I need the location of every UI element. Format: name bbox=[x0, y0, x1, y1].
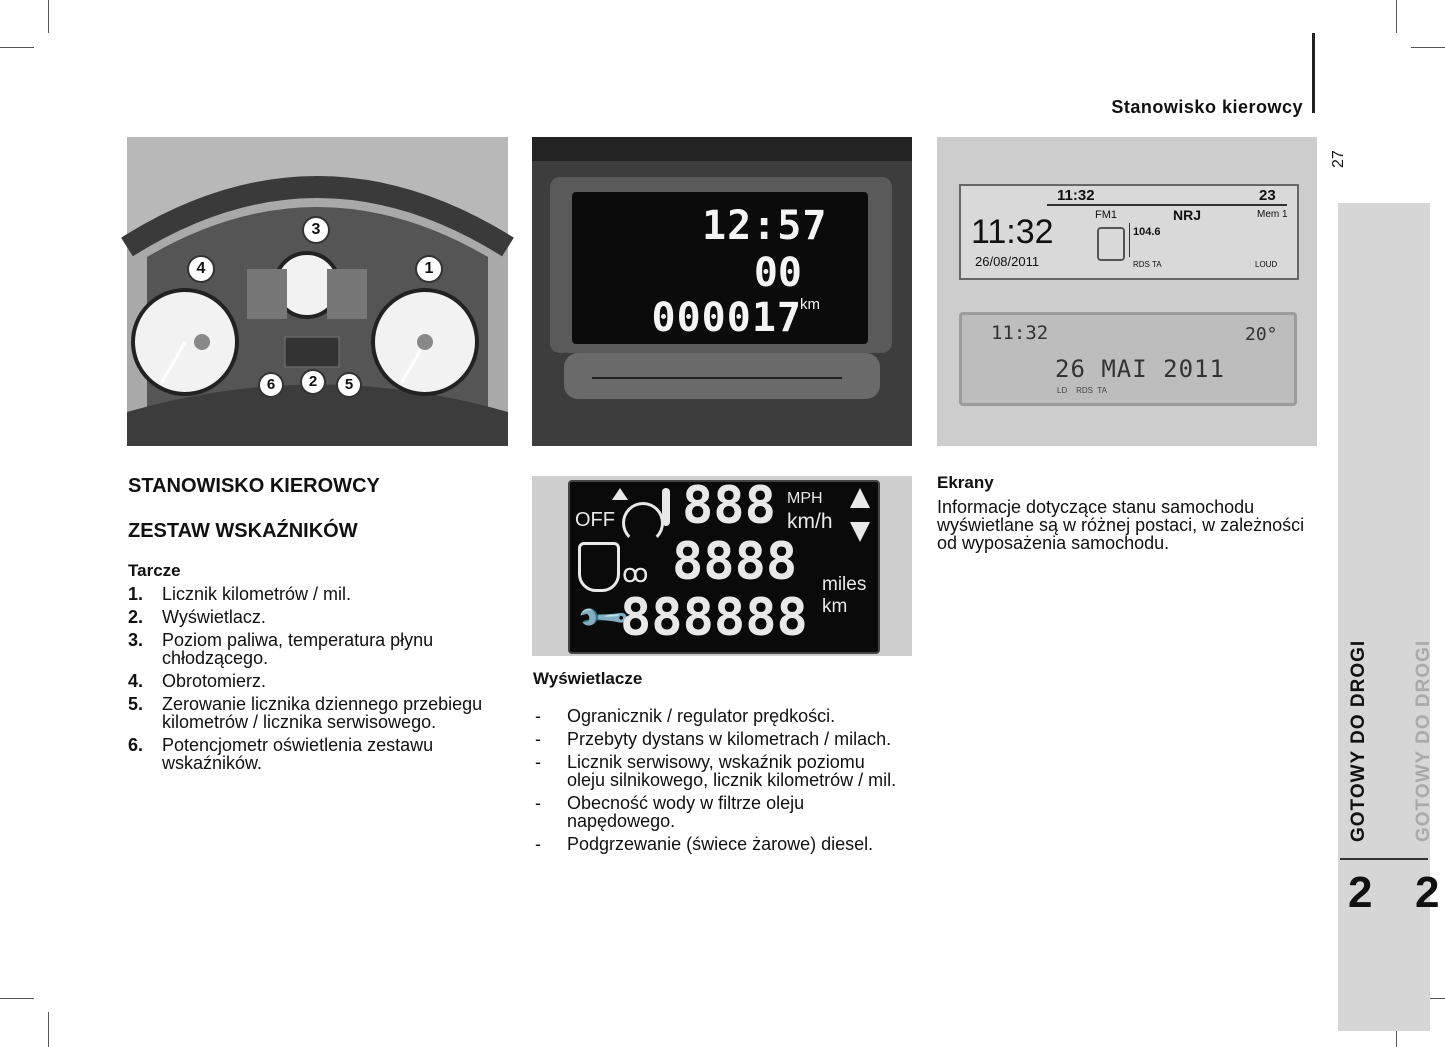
list-item: 6. Potencjometr oświetlenia zestawu wskaźników. bbox=[128, 735, 434, 773]
glow-plug-icon: ꝏ bbox=[622, 558, 649, 588]
lcd-mph: MPH bbox=[787, 490, 823, 507]
screen-top-clock-big: 11:32 bbox=[971, 213, 1054, 251]
list-item: 2. Wyświetlacz. bbox=[128, 607, 266, 627]
screen-top-date: 26/08/2011 bbox=[975, 254, 1040, 269]
central-display-image bbox=[532, 137, 912, 446]
chapter-title: GOTOWY DO DROGI bbox=[1348, 639, 1369, 842]
dials-list bbox=[128, 585, 498, 777]
lcd-off: OFF bbox=[575, 509, 615, 531]
list-item: - Ogranicznik / regulator prędkości. bbox=[535, 706, 836, 726]
displays-heading: Wyświetlacze bbox=[533, 669, 643, 688]
screen-top-clock-small: 11:32 bbox=[1057, 187, 1095, 204]
lcd-km: km bbox=[822, 596, 848, 617]
crop-mark bbox=[0, 998, 34, 999]
chapter-rule bbox=[1340, 858, 1428, 860]
limiter-icon bbox=[662, 488, 670, 526]
screen-bottom-date: 26 MAI 2011 bbox=[1055, 355, 1225, 383]
screens-paragraph: Informacje dotyczące stanu samochodu wyświetlane są w różnej postaci, w zależności od wyposażenia samochodu. bbox=[937, 497, 1305, 553]
screen-bottom-temp: 20° bbox=[1245, 324, 1278, 345]
section-subtitle: ZESTAW WSKAŹNIKÓW bbox=[128, 520, 358, 542]
list-item: - Podgrzewanie (świece żarowe) diesel. bbox=[535, 834, 874, 854]
callout-1: 1 bbox=[415, 255, 443, 283]
chapter-number: 2 bbox=[1348, 868, 1373, 917]
page-header-title: Stanowisko kierowcy bbox=[1111, 97, 1303, 117]
list-item: - Przebyty dystans w kilometrach / milach. bbox=[535, 729, 892, 749]
crop-mark bbox=[1396, 0, 1397, 33]
screens-image bbox=[937, 137, 1317, 446]
list-item: - Licznik serwisowy, wskaźnik poziomu oleju silnikowego, licznik kilometrów / mil. bbox=[535, 752, 897, 790]
list-item: 3. Poziom paliwa, temperatura płynu chłodzącego. bbox=[128, 630, 434, 668]
lcd-speed-digits: 888 bbox=[682, 476, 776, 536]
displays-list bbox=[533, 707, 903, 858]
list-item: 1. Licznik kilometrów / mil. bbox=[128, 584, 352, 604]
instrument-cluster-image bbox=[127, 137, 508, 446]
screen-top-frequency: 104.6 bbox=[1133, 226, 1161, 238]
crop-mark bbox=[48, 1012, 49, 1047]
lcd-digits-bottom: 888888 bbox=[620, 588, 808, 648]
screens-heading: Ekrany bbox=[937, 473, 994, 492]
page-number: 27 bbox=[1330, 150, 1347, 168]
screen-top-rds: RDS TA bbox=[1133, 260, 1162, 269]
water-in-fuel-icon bbox=[578, 542, 620, 592]
section-title: STANOWISKO KIEROWCY bbox=[128, 475, 380, 497]
crop-mark bbox=[1411, 47, 1445, 48]
screen-top-band: FM1 bbox=[1095, 209, 1117, 221]
list-item: 5. Zerowanie licznika dziennego przebiegu kilometrów / licznika serwisowego. bbox=[128, 694, 483, 732]
lcd-symbols-image bbox=[532, 476, 912, 656]
arrow-up-icon bbox=[612, 488, 628, 500]
chapter-title-ghost: GOTOWY DO DROGI bbox=[1413, 639, 1434, 842]
crop-mark bbox=[0, 47, 34, 48]
callout-4: 4 bbox=[187, 255, 215, 283]
lcd-miles: miles bbox=[822, 574, 867, 595]
instrument-cluster-drawing bbox=[127, 137, 508, 446]
lcd-digits-middle: 8888 bbox=[672, 532, 798, 592]
triangle-down-icon bbox=[850, 522, 870, 542]
screen-bottom-clock: 11:32 bbox=[991, 322, 1049, 344]
screen-top-mem: Mem 1 bbox=[1257, 209, 1288, 220]
display-clock: 12:57 bbox=[702, 203, 828, 249]
screen-top-station: NRJ bbox=[1173, 207, 1202, 223]
screen-bottom-flags: LD RDS TA bbox=[1057, 386, 1107, 395]
dials-heading: Tarcze bbox=[128, 561, 181, 580]
display-unit: km bbox=[800, 296, 820, 313]
callout-6: 6 bbox=[258, 372, 284, 398]
signal-icon bbox=[1097, 227, 1125, 261]
callout-3: 3 bbox=[302, 216, 330, 244]
callout-2: 2 bbox=[300, 369, 326, 395]
crop-mark bbox=[48, 0, 49, 33]
triangle-up-icon bbox=[850, 488, 870, 508]
speedometer-icon bbox=[622, 502, 664, 544]
display-trip: 00 bbox=[753, 250, 802, 296]
list-item: 4. Obrotomierz. bbox=[128, 671, 267, 691]
chapter-number-ghost: 2 bbox=[1415, 868, 1440, 917]
wrench-icon: 🔧 bbox=[574, 589, 632, 647]
lcd-kmh: km/h bbox=[787, 510, 833, 533]
header-rule bbox=[1312, 33, 1315, 113]
list-item: - Obecność wody w filtrze oleju napędowego. bbox=[535, 793, 805, 831]
screen-top-loud: LOUD bbox=[1255, 260, 1278, 269]
screen-top-temp: 23 bbox=[1259, 187, 1276, 204]
display-odometer: 000017 bbox=[651, 295, 802, 341]
callout-5: 5 bbox=[336, 372, 362, 398]
